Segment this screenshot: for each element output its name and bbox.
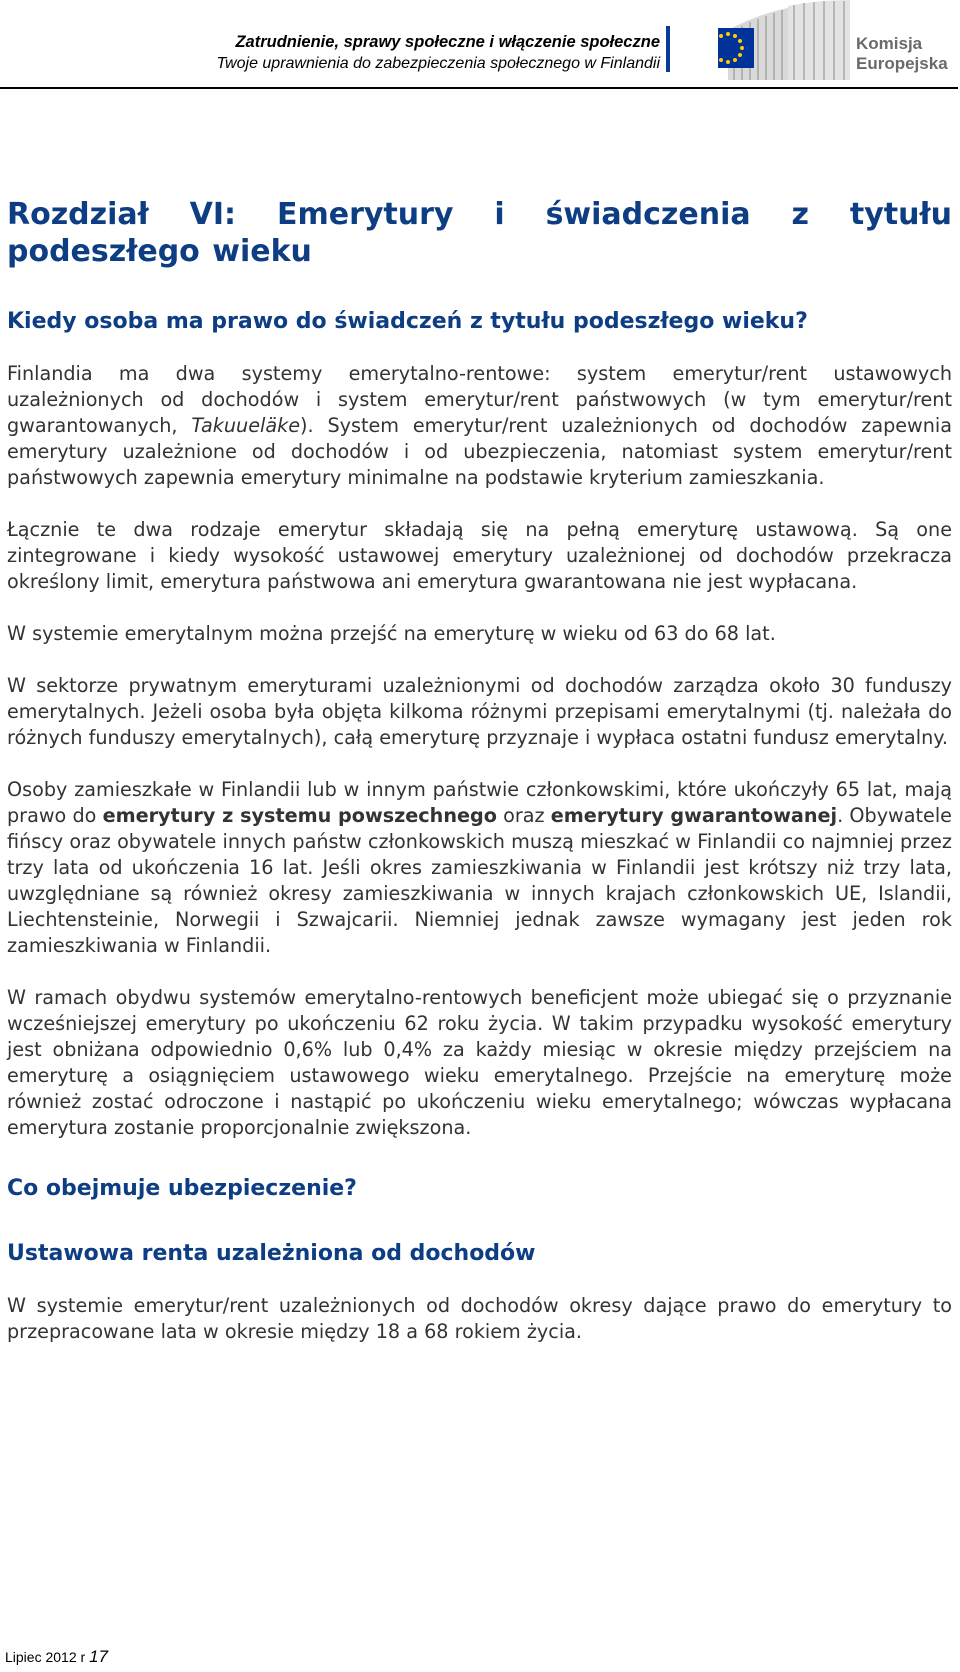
paragraph: W ramach obydwu systemów emerytalno-rentowych beneficjent może ubiegać się o przyznanie wcześniejszej emerytury po ukończeniu 62 roku życia. W takim przypadku wysokość emerytury jest obniżana odpowiednio 0,6% lub 0,4% za każdy miesiąc w okresie między przejściem na emeryturę a osiągnięciem ustawowego wieku emerytalnego. Przejście na emeryturę może również zostać odroczone i nastąpić po ukończeniu wieku emerytalnego; wówczas wypłacana emerytura zostanie proporcjonalnie zwiększona.: [7, 986, 952, 1139]
logo-line-1: Komisja: [856, 34, 923, 53]
page-content: [7, 196, 952, 1345]
paragraph: Finlandia ma dwa systemy emerytalno-rentowe: system emerytur/rent ustawowych uzależnionych od dochodów i system emerytur/rent państwowych (w tym emerytur/rent gwarantowanych, Takuueläke). System emerytur/rent uzależnionych od dochodów zapewnia emerytury uzależnione od dochodów i od ubezpieczenia, natomiast system emerytur/rent państwowych zapewnia emerytury minimalne na podstawie kryterium zamieszkania.: [7, 362, 953, 489]
subsection-heading-earnings-pension: Ustawowa renta uzależniona od dochodów: [7, 1241, 536, 1266]
section-heading-eligibility: Kiedy osoba ma prawo do świadczeń z tytułu podeszłego wieku?: [7, 309, 808, 334]
header-rule: [0, 87, 958, 89]
page-footer: [5, 1648, 108, 1666]
chapter-title: Rozdział VI: Emerytury i świadczenia z tytułu podeszłego wieku: [7, 197, 952, 269]
paragraph: W sektorze prywatnym emeryturami uzależnionymi od dochodów zarządza około 30 funduszy emerytalnych. Jeżeli osoba była objęta kilkoma różnymi przepisami emerytalnymi (tj. należała do różnych funduszy emerytalnych), całą emeryturę przyznaje i wypłaca ostatni fundusz emerytalny.: [7, 674, 952, 749]
header-titles: [216, 32, 660, 74]
paragraph: W systemie emerytur/rent uzależnionych od dochodów okresy dające prawo do emerytury to przepracowane lata w okresie między 18 a 68 rokiem życia.: [7, 1294, 952, 1343]
logo-wordmark: [856, 34, 948, 74]
paragraph: W systemie emerytalnym można przejść na emeryturę w wieku od 63 do 68 lat.: [7, 622, 776, 645]
header-title-main: Zatrudnienie, sprawy społeczne i włączenie społeczne: [235, 33, 660, 51]
header-title-sub: Twoje uprawnienia do zabezpieczenia społecznego w Finlandii: [216, 55, 660, 72]
page-header: [0, 0, 960, 90]
section-heading-coverage: Co obejmuje ubezpieczenie?: [7, 1176, 357, 1201]
page-number: 17: [89, 1647, 108, 1666]
paragraph: Osoby zamieszkałe w Finlandii lub w innym państwie członkowskimi, które ukończyły 65 lat, mają prawo do emerytury z systemu powszechnego oraz emerytury gwarantowanej. Obywatele fińscy oraz obywatele innych państw członkowskich muszą mieszkać w Finlandii co najmniej przez trzy lata od ukończenia 16 lat. Jeśli okres zamieszkiwania w Finlandii jest krótszy niż trzy lata, uwzględniane są również okresy zamieszkiwania w innych krajach członkowskich UE, Islandii, Liechtensteinie, Norwegii i Szwajcarii. Niemniej jednak zawsze wymagany jest jeden rok zamieszkiwania w Finlandii.: [7, 778, 952, 957]
paragraph: Łącznie te dwa rodzaje emerytur składają się na pełną emeryturę ustawową. Są one zintegrowane i kiedy wysokość ustawowej emerytury uzależnionej od dochodów przekracza określony limit, emerytura państwowa ani emerytura gwarantowana nie jest wypłacana.: [7, 518, 952, 593]
footer-date: Lipiec 2012 r: [5, 1649, 86, 1665]
logo-line-2: Europejska: [856, 54, 948, 73]
header-divider: [666, 26, 670, 72]
